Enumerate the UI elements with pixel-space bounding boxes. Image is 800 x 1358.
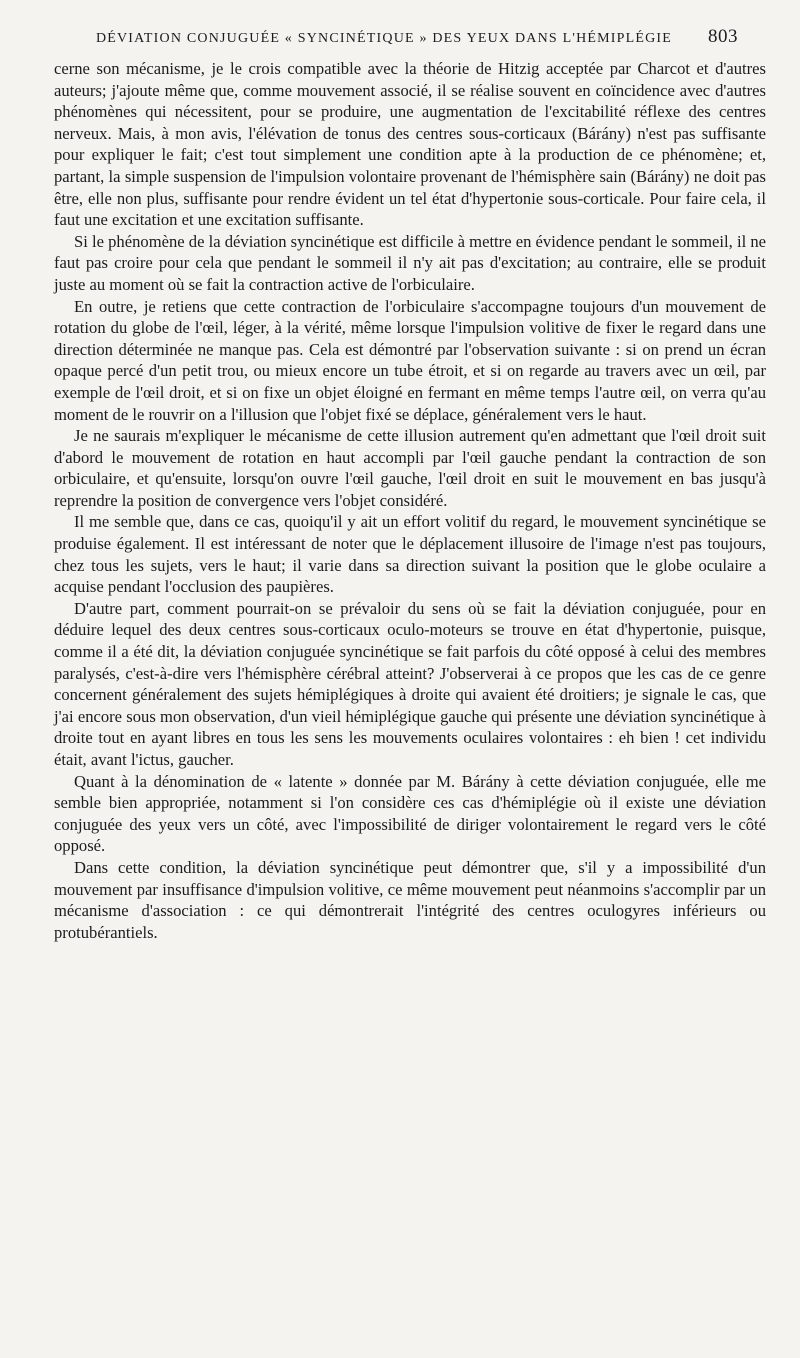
paragraph: En outre, je retiens que cette contraction de l'orbiculaire s'accompagne toujours d'un mouvement de rotation du globe de l'œil, léger, à la vérité, même lorsque l'impulsion volitive de fixer le regard dans une direction déterminée ne manque pas. Cela est démontré par l'observation suivante : si on prend un écran opaque percé d'un petit trou, ou mieux encore un tube étroit, et si on regarde au travers avec un œil, par exemple de l'œil droit, et si on fixe un objet éloigné en fermant en même temps l'autre œil, on verra qu'au moment de le rouvrir on a l'illusion que l'objet fixé se déplace, généralement vers le haut. <box>54 296 766 424</box>
page-header <box>60 26 738 52</box>
paragraph: Il me semble que, dans ce cas, quoiqu'il y ait un effort volitif du regard, le mouvement syncinétique se produise également. Il est intéressant de noter que le déplacement illusoire de l'image n'est pas toujours, chez tous les sujets, vers le haut; il varie dans sa direction suivant la position que le globe oculaire a acquise pendant l'occlusion des paupières. <box>54 512 766 597</box>
paragraph: cerne son mécanisme, je le crois compatible avec la théorie de Hitzig acceptée par Charcot et d'autres auteurs; j'ajoute même que, comme mouvement associé, il se réalise souvent en coïncidence avec d'autres phénomènes qui nécessitent, pour se produire, une augmentation de l'excitabilité réflexe des centres nerveux. Mais, à mon avis, l'élévation de tonus des centres sous-corticaux (Bárány) n'est pas suffisante pour expliquer le fait; c'est tout simplement une condition apte à la production de ce phénomène; et, partant, la simple suspension de l'impulsion volontaire provenant de l'hémisphère sain (Bárány) ne doit pas être, elle non plus, suffisante pour rendre évident un tel état d'hypertonie sous-corticale. Pour faire cela, il faut une excitation et une excitation suffisante. <box>54 59 766 230</box>
paragraph: Je ne saurais m'expliquer le mécanisme de cette illusion autrement qu'en admettant que l'œil droit suit d'abord le mouvement de rotation en haut accompli par l'œil gauche pendant la contraction de son orbiculaire, et qu'ensuite, lorsqu'on ouvre l'œil gauche, l'œil droit en suit le mouvement en bas jusqu'à reprendre la position de convergence vers l'objet considéré. <box>54 426 766 510</box>
paragraph: D'autre part, comment pourrait-on se prévaloir du sens où se fait la déviation conjuguée, pour en déduire lequel des deux centres sous-corticaux oculo-moteurs se trouve en état d'hypertonie, puisque, comme il a été dit, la déviation conjuguée syncinétique se fait parfois du côté opposé à celui des membres paralysés, c'est-à-dire vers l'hémisphère cérébral atteint? J'observerai à ce propos que les cas de ce genre concernent généralement des sujets hémiplégiques à droite qui avaient été droitiers; je signale le cas, que j'ai encore sous mon observation, d'un vieil hémiplégique gauche qui présente une déviation syncinétique à droite tout en ayant libres en tous les sens les mouvements oculaires volontaires : eh bien ! cet individu était, avant l'ictus, gaucher. <box>54 598 766 769</box>
paragraph: Dans cette condition, la déviation syncinétique peut démontrer que, s'il y a impossibilité d'un mouvement par insuffisance d'impulsion volitive, ce même mouvement peut néanmoins s'accomplir par un mécanisme d'association : ce qui démontrerait l'intégrité des centres oculogyres inférieurs ou protubérantiels. <box>54 857 766 942</box>
running-head: DÉVIATION CONJUGUÉE « SYNCINÉTIQUE » DES YEUX DANS L'HÉMIPLÉGIE <box>95 31 673 46</box>
paragraph: Quant à la dénomination de « latente » donnée par M. Bárány à cette déviation conjuguée, elle me semble bien appropriée, notamment si l'on considère ces cas d'hémiplégie où il existe une déviation conjuguée des yeux vers un côté, avec l'impossibilité de diriger volontairement le regard vers le côté opposé. <box>54 771 766 856</box>
page-number: 803 <box>708 26 738 47</box>
paragraph: Si le phénomène de la déviation syncinétique est difficile à mettre en évidence pendant le sommeil, il ne faut pas croire pour cela que pendant le sommeil il n'y ait pas d'excitation; au contraire, elle se produit juste au moment où se fait la contraction active de l'orbiculaire. <box>54 231 766 294</box>
article-body <box>54 58 766 943</box>
